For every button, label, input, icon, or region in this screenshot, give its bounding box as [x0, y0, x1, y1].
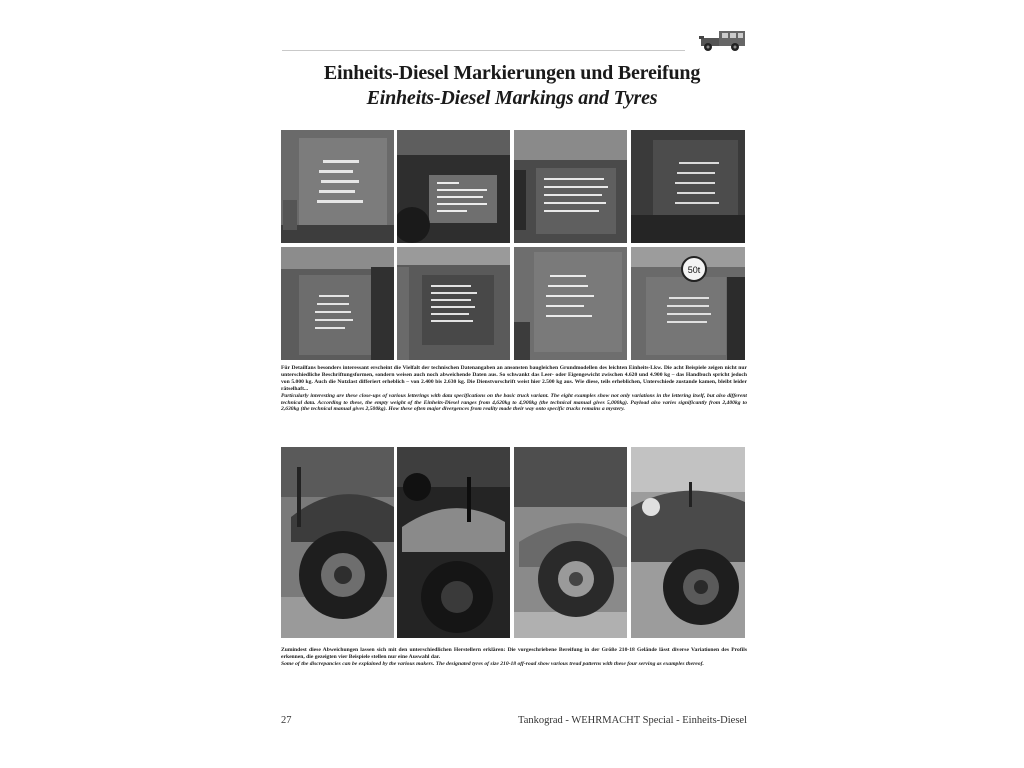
caption-tyres-english: Some of the discrepancies can be explained by the various makers. The designated tyres of size 210-18 off-road show various tread patterns with these four serving as examples thereof.: [281, 660, 704, 667]
publication-title: Tankograd - WEHRMACHT Special - Einheits-Diesel: [518, 715, 747, 726]
tyre-photo-2: [397, 447, 510, 638]
tyre-photo-4: [631, 447, 745, 638]
page-title: Einheits-Diesel Markierungen und Bereifung: [323, 62, 701, 84]
speed-limit-sign: 50t: [687, 265, 701, 275]
header-rule: [282, 50, 685, 51]
tyre-photo-1: [281, 447, 394, 638]
tyre-photo-3: [514, 447, 627, 638]
page-subtitle: Einheits-Diesel Markings and Tyres: [366, 87, 658, 109]
marking-photo-3: [514, 130, 627, 243]
marking-photo-7: [514, 247, 627, 360]
marking-photo-1: [281, 130, 394, 243]
caption-tyres: [281, 647, 747, 668]
caption-markings: [281, 365, 747, 413]
page-number: 27: [281, 715, 292, 726]
marking-photo-6: [397, 247, 510, 360]
caption-tyres-german: Zumindest diese Abweichungen lassen sich mit den unterschiedlichen Herstellern erklären: Die vorgeschriebene Bereifung in der Größe 210-18 Gelände lässt diverse Variationen des Profils erkennen, die gezeigten vier Beispiele stellen nur eine Auswahl dar.: [281, 647, 747, 660]
caption-markings-english: Particularly interesting are these close-ups of various letterings with data specifications on the basic truck variant. The eight examples show not only variations in the lettering itself, but also different technical data. According to these, the empty weight of the Einheits-Diesel ranges from 4,620kg to 4,900kg (the technical manual gives 5,000kg). Payload also varies significantly from 2,400kg to 2,630kg (the technical manual gives 2,500kg). How these often major divergences from reality made their way onto specific trucks remains a mystery.: [281, 392, 747, 413]
marking-photo-8: [631, 247, 745, 360]
marking-photo-2: [397, 130, 510, 243]
marking-photo-5: [281, 247, 394, 360]
caption-markings-german: Für Detailfans besonders interessant erscheint die Vielfalt der technischen Datenangaben an ansonsten baugleichen Grundmodellen des leichten Einheits-Lkw. Die acht Beispiele zeigen nicht nur unterschiedliche Beschriftungsformen, sondern weisen auch noch abweichende Daten aus. So schwankt das Leer- oder Eigengewicht zwischen 4.620 und 4.900 kg – das Handbuch spricht jedoch von 5.000 kg. Auch die Nutzlast differiert erheblich – von 2.400 bis 2.630 kg. Die Dienstvorschrift weist hier 2.500 kg aus. Wie diese, teils erheblichen, Unterschiede zustande kamen, bleibt leider rätselhaft...: [281, 365, 747, 392]
truck-icon: [699, 28, 749, 52]
marking-photo-4: [631, 130, 745, 243]
